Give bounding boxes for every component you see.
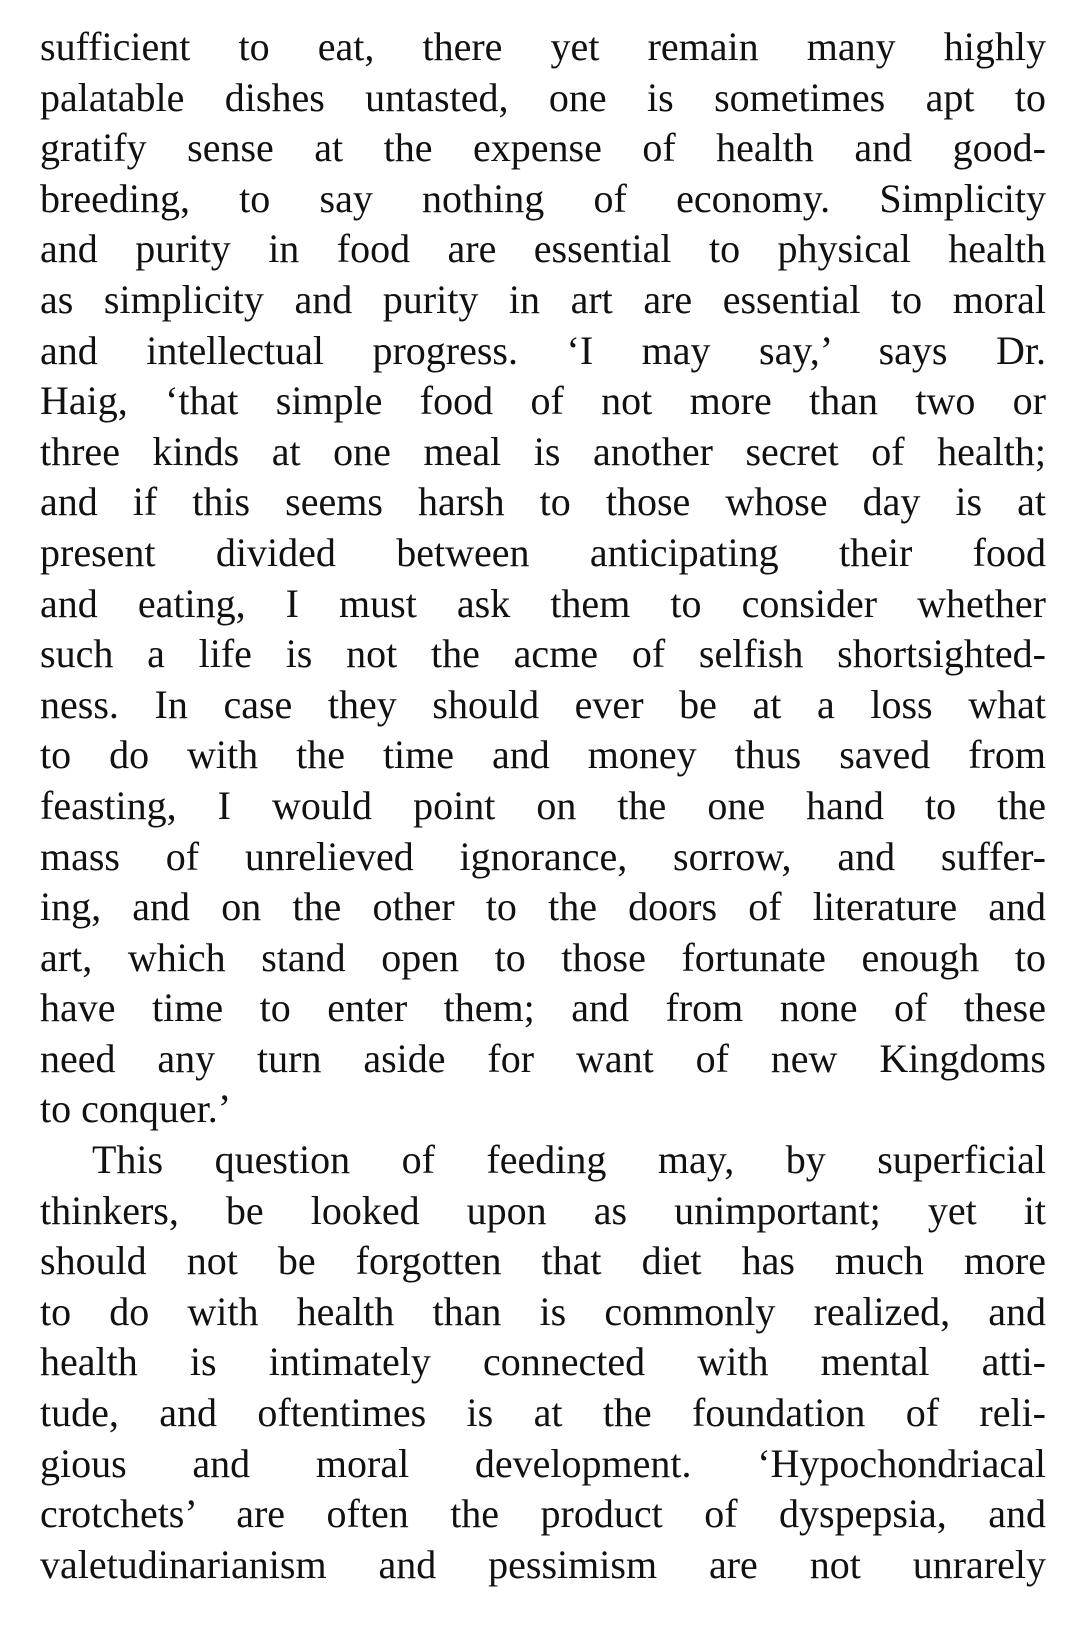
- text-line: breeding, to say nothing of economy. Simplicity: [40, 175, 1046, 221]
- text-line: should not be forgotten that diet has much more: [40, 1238, 1046, 1284]
- text-line: ness. In case they should ever be at a loss what: [40, 681, 1046, 727]
- text-line: thinkers, be looked upon as unimportant; yet it: [40, 1187, 1046, 1233]
- text-line: mass of unrelieved ignorance, sorrow, and suffer-: [40, 833, 1046, 879]
- text-line: and purity in food are essential to physical health: [40, 226, 1046, 272]
- text-line: This question of feeding may, by superficial: [92, 1137, 1046, 1183]
- text-line: and if this seems harsh to those whose day is at: [40, 479, 1046, 525]
- text-line: present divided between anticipating their food: [40, 529, 1046, 575]
- text-line: to conquer.’: [40, 1086, 232, 1132]
- text-line: gratify sense at the expense of health and good-: [40, 125, 1046, 171]
- text-line: as simplicity and purity in art are essential to moral: [40, 276, 1046, 322]
- text-line: such a life is not the acme of selfish shortsighted-: [40, 631, 1046, 677]
- text-line: gious and moral development. ‘Hypochondriacal: [40, 1440, 1046, 1486]
- text-line: and intellectual progress. ‘I may say,’ says Dr.: [40, 327, 1046, 373]
- text-line: need any turn aside for want of new Kingdoms: [40, 1035, 1046, 1081]
- book-page-text: [40, 22, 1046, 1590]
- text-line: sufficient to eat, there yet remain many highly: [40, 24, 1046, 69]
- paragraph-1: [40, 22, 1046, 1135]
- text-line: feasting, I would point on the one hand to the: [40, 782, 1046, 828]
- text-line: Haig, ‘that simple food of not more than two or: [40, 378, 1046, 424]
- text-line: crotchets’ are often the product of dyspepsia, and: [40, 1491, 1046, 1537]
- text-line: art, which stand open to those fortunate enough to: [40, 934, 1046, 980]
- text-line: health is intimately connected with mental atti-: [40, 1339, 1046, 1385]
- text-line: tude, and oftentimes is at the foundation of reli-: [40, 1390, 1046, 1436]
- text-line: and eating, I must ask them to consider whether: [40, 580, 1046, 626]
- text-line: three kinds at one meal is another secret of health;: [40, 428, 1046, 474]
- text-line: have time to enter them; and from none of these: [40, 985, 1046, 1031]
- text-line: ing, and on the other to the doors of literature and: [40, 884, 1046, 930]
- paragraph-2: [40, 1135, 1046, 1590]
- text-line: to do with the time and money thus saved from: [40, 732, 1046, 778]
- text-line: to do with health than is commonly realized, and: [40, 1288, 1046, 1334]
- text-line: valetudinarianism and pessimism are not unrarely: [40, 1541, 1046, 1587]
- text-line: palatable dishes untasted, one is sometimes apt to: [40, 74, 1046, 120]
